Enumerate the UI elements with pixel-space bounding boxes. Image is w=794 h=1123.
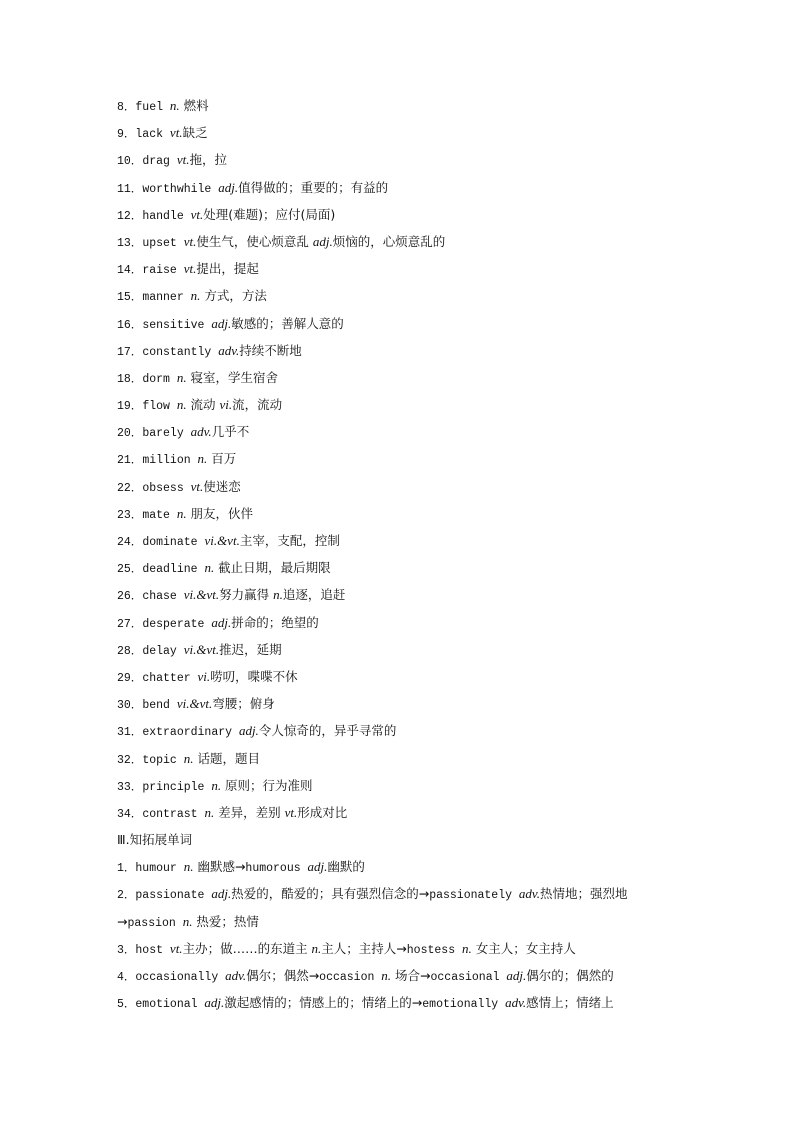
part-of-speech: n. [197, 451, 208, 467]
part-of-speech: adv. [218, 342, 240, 358]
english-word: extraordinary [142, 726, 239, 740]
chinese-meaning: 追逐，追赶 [282, 587, 346, 603]
vocabulary-entry [117, 665, 717, 692]
chinese-meaning: 形成对比 [297, 804, 348, 820]
part-of-speech: vt. [176, 152, 190, 168]
english-word: upset [142, 236, 184, 250]
vocabulary-entry [117, 94, 717, 121]
vocabulary-entry [117, 583, 717, 610]
english-word: flow [142, 400, 177, 414]
part-of-speech: vt. [169, 940, 183, 956]
entry-number: 30． [117, 699, 143, 713]
english-word: topic [142, 753, 184, 767]
part-of-speech: adj. [211, 886, 232, 902]
english-word: handle [142, 209, 191, 223]
vocabulary-entry [117, 339, 717, 366]
part-of-speech: adv. [190, 424, 212, 440]
entry-number: 12． [117, 209, 143, 223]
vocabulary-entry [117, 121, 717, 148]
entry-number: 16． [117, 318, 143, 332]
vocabulary-entry [117, 284, 717, 311]
part-of-speech: n. [381, 968, 392, 983]
english-word: emotionally [422, 998, 506, 1012]
english-word: passion [127, 916, 183, 930]
vocabulary-entry [117, 801, 717, 828]
chinese-meaning: 主办；做……的东道主 [182, 940, 312, 956]
entry-number: 9． [117, 128, 136, 142]
vocabulary-entry [117, 475, 717, 502]
entry-number: 26． [117, 590, 143, 604]
vocabulary-entry [117, 556, 717, 583]
vocabulary-entry [117, 393, 717, 420]
chinese-meaning: → [117, 913, 128, 929]
english-word: delay [142, 644, 184, 658]
part-of-speech: adj. [307, 859, 328, 875]
english-word: sensitive [142, 318, 212, 332]
part-of-speech: adv. [505, 995, 527, 1011]
vocabulary-entry [117, 910, 717, 937]
english-word: barely [142, 427, 191, 441]
chinese-meaning: 主宰，支配，控制 [239, 533, 340, 548]
part-of-speech: vi.&vt. [183, 587, 220, 603]
part-of-speech: adj. [506, 968, 527, 983]
entry-number: 33． [117, 780, 143, 794]
chinese-meaning: 原则；行为准则 [221, 777, 313, 793]
vocabulary-entry [117, 774, 717, 801]
part-of-speech: n. [190, 288, 201, 304]
entry-number: 2． [117, 889, 136, 903]
vocabulary-page [117, 94, 717, 1018]
chinese-meaning: 持续不断地 [239, 342, 302, 358]
entry-number: 32． [117, 753, 143, 767]
chinese-meaning: 唠叨，喋喋不休 [210, 668, 298, 684]
part-of-speech: n. [182, 913, 193, 929]
chinese-meaning: 努力赢得 [219, 587, 274, 603]
vocabulary-entry [117, 882, 717, 909]
entry-number: 25． [117, 563, 143, 577]
part-of-speech: n. [204, 804, 215, 820]
chinese-meaning: 偶尔的；偶然的 [526, 968, 614, 983]
vocabulary-entry [117, 719, 717, 746]
chinese-meaning: 热爱；热情 [192, 913, 259, 929]
english-word: principle [142, 780, 212, 794]
entry-number: 13． [117, 236, 143, 250]
extended-vocabulary-list [117, 855, 717, 1018]
part-of-speech: n. [176, 397, 187, 413]
entry-number: 18． [117, 372, 143, 386]
entry-number: 4． [117, 971, 136, 984]
part-of-speech: adv. [518, 886, 540, 902]
part-of-speech: adj. [218, 179, 239, 195]
english-word: chase [142, 590, 184, 604]
english-word: emotional [135, 998, 205, 1012]
vocabulary-entry [117, 257, 717, 284]
english-word: raise [142, 264, 184, 278]
vocabulary-entry [117, 638, 717, 665]
part-of-speech: n. [462, 940, 472, 956]
english-word: mate [142, 508, 177, 522]
entry-number: 22． [117, 481, 143, 495]
chinese-meaning: 幽默感→ [193, 859, 246, 875]
chinese-meaning: 令人惊奇的，异乎寻常的 [258, 723, 397, 739]
english-word: dominate [142, 536, 205, 549]
vocabulary-entry [117, 692, 717, 719]
vocabulary-entry [117, 230, 717, 257]
english-word: host [135, 943, 170, 957]
part-of-speech: adv. [225, 968, 247, 983]
entry-number: 24． [117, 536, 143, 549]
part-of-speech: n. [183, 859, 194, 875]
chinese-meaning: 女主人；女主持人 [471, 940, 576, 956]
english-word: hostess [406, 943, 462, 957]
english-word: manner [142, 291, 191, 305]
chinese-meaning: 处理(难题)；应付(局面) [203, 206, 336, 222]
vocabulary-entry [117, 420, 717, 447]
chinese-meaning: 流，流动 [232, 397, 283, 413]
entry-number: 15． [117, 291, 143, 305]
part-of-speech: n. [176, 369, 187, 385]
entry-number: 28． [117, 644, 143, 658]
chinese-meaning: 幽默的 [327, 859, 365, 875]
chinese-meaning: 方式，方法 [200, 288, 267, 304]
english-word: occasionally [135, 971, 226, 984]
entry-number: 29． [117, 671, 143, 685]
part-of-speech: n. [273, 587, 283, 603]
entry-number: 20． [117, 427, 143, 441]
part-of-speech: vi.&vt. [176, 696, 213, 712]
chinese-meaning: 感情上；情绪上 [526, 995, 614, 1011]
section-heading: Ⅲ.知拓展单词 [117, 832, 193, 848]
chinese-meaning: 拖，拉 [189, 152, 227, 168]
part-of-speech: vt. [169, 125, 183, 141]
entry-number: 23． [117, 508, 143, 522]
entry-number: 27． [117, 617, 143, 631]
chinese-meaning: 热情地；强烈地 [539, 886, 628, 902]
entry-number: 10． [117, 155, 143, 169]
vocabulary-entry [117, 964, 717, 991]
english-word: deadline [142, 563, 205, 577]
chinese-meaning: 拼命的；绝望的 [231, 614, 319, 630]
english-word: passionate [135, 889, 212, 903]
entry-number: 5． [117, 998, 136, 1012]
part-of-speech: n. [204, 560, 215, 576]
part-of-speech: vt. [284, 804, 298, 820]
english-word: drag [142, 155, 177, 169]
english-word: contrast [142, 807, 205, 821]
chinese-meaning: 百万 [207, 451, 237, 467]
vocabulary-entry [117, 937, 717, 964]
vocabulary-entry [117, 502, 717, 529]
vocabulary-entry [117, 529, 717, 556]
part-of-speech: vt. [183, 233, 197, 249]
chinese-meaning: 主人；主持人→ [321, 940, 407, 956]
vocabulary-entry [117, 312, 717, 339]
part-of-speech: vi.&vt. [183, 641, 220, 657]
entry-number: 1． [117, 862, 136, 876]
chinese-meaning: 烦恼的，心烦意乱的 [332, 233, 446, 249]
chinese-meaning: 流动 [186, 397, 220, 413]
chinese-meaning: 提出，提起 [196, 261, 259, 277]
vocabulary-entry [117, 366, 717, 393]
english-word: constantly [142, 345, 219, 359]
english-word: obsess [142, 481, 191, 495]
entry-number: 14． [117, 264, 143, 278]
english-word: dorm [142, 372, 177, 386]
chinese-meaning: 使生气，使心烦意乱 [196, 233, 313, 249]
part-of-speech: vi. [219, 397, 233, 413]
vocabulary-entry [117, 855, 717, 882]
chinese-meaning: 使迷恋 [203, 478, 241, 494]
part-of-speech: n. [169, 98, 180, 113]
part-of-speech: n. [183, 750, 194, 766]
english-word: million [142, 454, 198, 468]
chinese-meaning: 推迟，延期 [219, 641, 282, 657]
entry-number: 3． [117, 943, 136, 957]
vocabulary-entry [117, 991, 717, 1018]
english-word: passionately [429, 889, 519, 903]
chinese-meaning: 朋友，伙伴 [186, 505, 254, 521]
vocabulary-entry [117, 747, 717, 774]
entry-number: 8． [117, 101, 136, 114]
vocabulary-entry [117, 176, 717, 203]
chinese-meaning: 场合→ [391, 968, 431, 983]
english-word: occasional [430, 971, 507, 984]
english-word: humorous [245, 862, 308, 876]
chinese-meaning: 弯腰；俯身 [212, 696, 275, 712]
chinese-meaning: 几乎不 [211, 424, 250, 440]
part-of-speech: adj. [238, 723, 259, 739]
chinese-meaning: 敏感的；善解人意的 [231, 315, 344, 331]
chinese-meaning: 热爱的，酷爱的；具有强烈信念的→ [231, 886, 430, 902]
part-of-speech: vt. [190, 206, 204, 222]
entry-number: 34． [117, 807, 143, 821]
entry-number: 31． [117, 726, 143, 740]
part-of-speech: adj. [204, 995, 225, 1011]
chinese-meaning: 寝室，学生宿舍 [186, 369, 279, 385]
english-word: worthwhile [142, 182, 219, 196]
english-word: bend [142, 699, 177, 713]
entry-number: 19． [117, 400, 143, 414]
english-word: occasion [319, 971, 382, 984]
part-of-speech: vi.&vt. [204, 533, 240, 548]
chinese-meaning: 值得做的；重要的；有益的 [238, 179, 389, 195]
part-of-speech: adj. [211, 614, 232, 630]
part-of-speech: n. [176, 505, 187, 521]
english-word: lack [135, 128, 170, 142]
chinese-meaning: 话题，题目 [193, 750, 260, 766]
english-word: fuel [135, 101, 170, 114]
chinese-meaning: 激起感情的；情感上的；情绪上的→ [224, 995, 423, 1011]
chinese-meaning: 截止日期，最后期限 [214, 560, 331, 576]
part-of-speech: vi. [197, 668, 211, 684]
part-of-speech: n. [211, 777, 222, 793]
chinese-meaning: 燃料 [179, 98, 209, 113]
english-word: chatter [142, 671, 198, 685]
part-of-speech: n. [311, 940, 322, 956]
vocabulary-list [117, 94, 717, 828]
entry-number: 11． [117, 182, 143, 196]
part-of-speech: vt. [190, 478, 204, 494]
chinese-meaning: 差异，差别 [214, 804, 285, 820]
vocabulary-entry [117, 447, 717, 474]
part-of-speech: adj. [211, 315, 232, 331]
english-word: humour [135, 862, 184, 876]
vocabulary-entry [117, 148, 717, 175]
part-of-speech: adj. [312, 233, 333, 249]
english-word: desperate [142, 617, 212, 631]
entry-number: 21． [117, 454, 143, 468]
entry-number: 17． [117, 345, 143, 359]
part-of-speech: vt. [183, 261, 197, 277]
vocabulary-entry [117, 611, 717, 638]
chinese-meaning: 偶尔；偶然→ [246, 968, 320, 983]
chinese-meaning: 缺乏 [182, 125, 208, 141]
vocabulary-entry [117, 203, 717, 230]
